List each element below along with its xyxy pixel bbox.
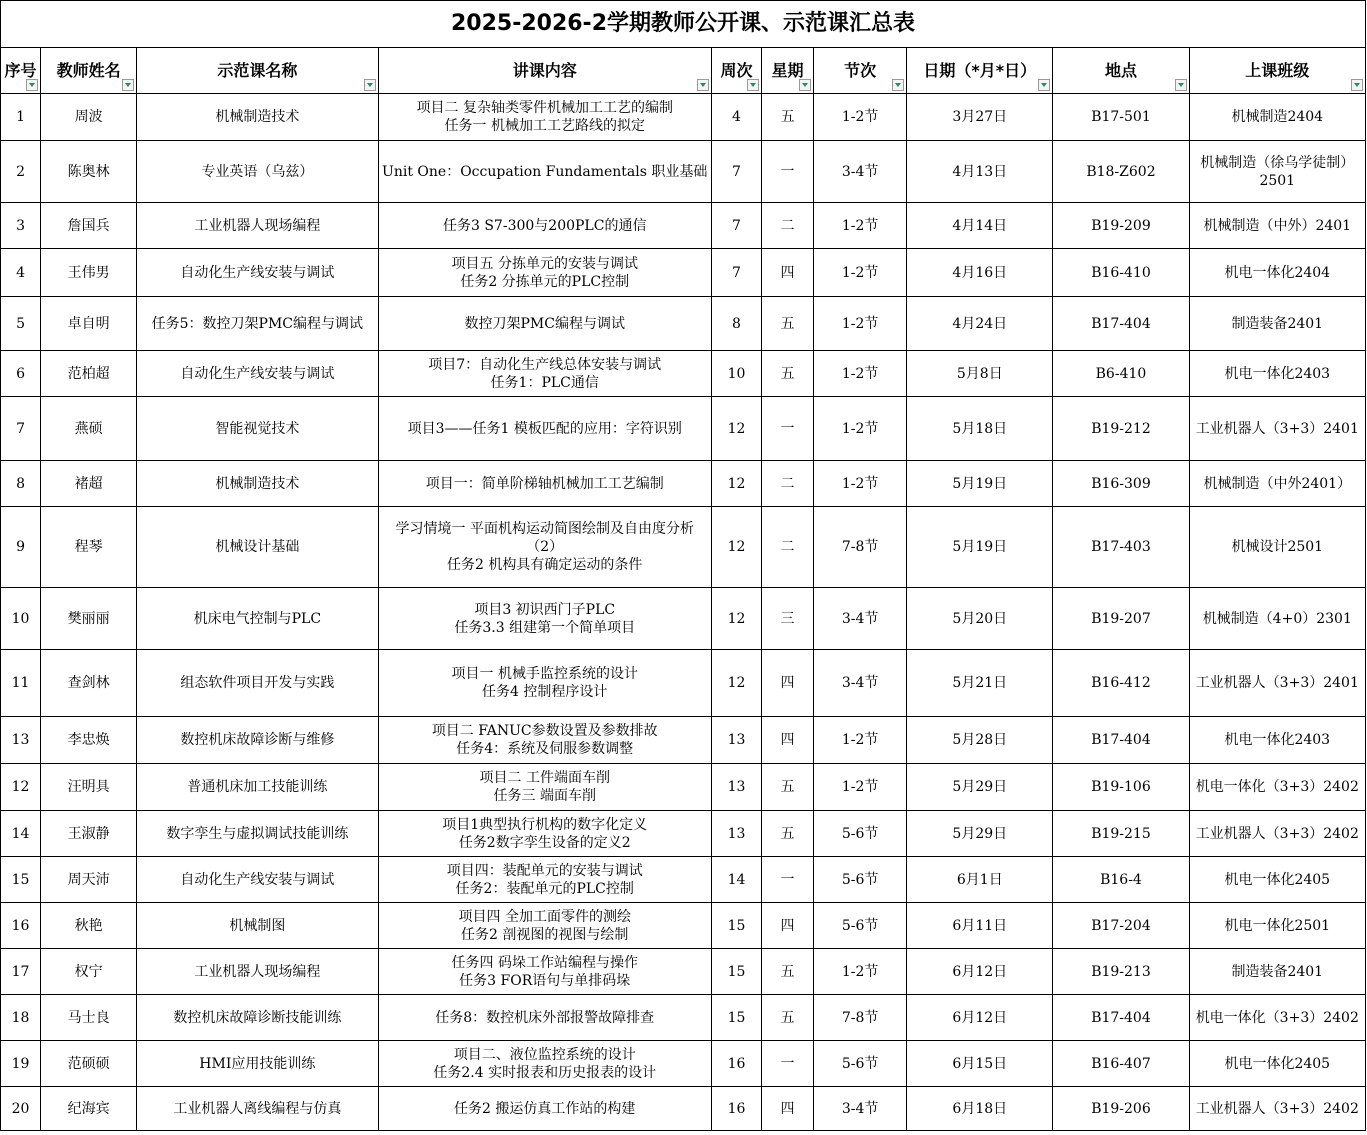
course-name[interactable]: 数控机床故障诊断技能训练 (137, 995, 378, 1041)
table-row (1, 1087, 1366, 1131)
course-name[interactable]: 机械制造技术 (137, 94, 378, 141)
weekday[interactable]: 二 (762, 461, 814, 507)
weekday[interactable]: 一 (762, 141, 814, 203)
class-name[interactable]: 机械制造（4+0）2301 (1189, 588, 1365, 650)
week-number[interactable]: 7 (711, 249, 761, 297)
sheet-title: 2025-2026-2学期教师公开课、示范课汇总表 (1, 1, 1366, 48)
class-name[interactable]: 机电一体化2403 (1189, 717, 1365, 764)
weekday[interactable]: 四 (762, 717, 814, 764)
period[interactable]: 1-2节 (814, 461, 907, 507)
header-label: 周次 (720, 60, 753, 80)
table-row (1, 461, 1366, 507)
header-content (378, 48, 711, 94)
filter-dropdown-icon[interactable] (364, 79, 376, 91)
class-name[interactable]: 机电一体化2404 (1189, 249, 1365, 297)
teacher-name[interactable]: 查剑林 (41, 650, 137, 717)
teacher-name[interactable]: 褚超 (41, 461, 137, 507)
lecture-content[interactable]: 任务四 码垛工作站编程与操作 任务3 FOR语句与单排码垛 (378, 949, 711, 995)
weekday[interactable]: 一 (762, 397, 814, 461)
lesson-date[interactable]: 5月21日 (907, 650, 1053, 717)
week-number[interactable]: 8 (711, 297, 761, 351)
lesson-date[interactable]: 6月12日 (907, 995, 1053, 1041)
course-name[interactable]: 机械设计基础 (137, 507, 378, 588)
teacher-name[interactable]: 权宁 (41, 949, 137, 995)
lesson-date[interactable]: 6月11日 (907, 903, 1053, 949)
class-name[interactable]: 机械设计2501 (1189, 507, 1365, 588)
location[interactable]: B16-412 (1053, 650, 1189, 717)
lesson-date[interactable]: 4月14日 (907, 203, 1053, 249)
table-row (1, 949, 1366, 995)
lecture-content[interactable]: 任务3 S7-300与200PLC的通信 (378, 203, 711, 249)
teacher-name[interactable]: 汪明具 (41, 764, 137, 811)
lecture-content[interactable]: 项目3——任务1 模板匹配的应用：字符识别 (378, 397, 711, 461)
filter-dropdown-icon[interactable] (1351, 79, 1363, 91)
week-number[interactable]: 13 (711, 811, 761, 857)
location[interactable]: B17-404 (1053, 717, 1189, 764)
period[interactable]: 5-6节 (814, 1041, 907, 1087)
period[interactable]: 1-2节 (814, 297, 907, 351)
teacher-name[interactable]: 范硕硕 (41, 1041, 137, 1087)
period[interactable]: 1-2节 (814, 94, 907, 141)
header-label: 节次 (844, 60, 877, 80)
header-label: 星期 (771, 60, 804, 80)
class-name[interactable]: 机电一体化2501 (1189, 903, 1365, 949)
header-label: 教师姓名 (56, 60, 121, 80)
week-number[interactable]: 13 (711, 717, 761, 764)
course-name[interactable]: 数控机床故障诊断与维修 (137, 717, 378, 764)
course-name[interactable]: HMI应用技能训练 (137, 1041, 378, 1087)
period[interactable]: 3-4节 (814, 1087, 907, 1131)
location[interactable]: B19-106 (1053, 764, 1189, 811)
row-seq[interactable]: 11 (1, 650, 41, 717)
weekday[interactable]: 二 (762, 203, 814, 249)
location[interactable]: B19-209 (1053, 203, 1189, 249)
class-name[interactable]: 机械制造（中外）2401 (1189, 203, 1365, 249)
period[interactable]: 1-2节 (814, 351, 907, 397)
teacher-name[interactable]: 李忠焕 (41, 717, 137, 764)
table-row (1, 857, 1366, 903)
class-name[interactable]: 制造装备2401 (1189, 949, 1365, 995)
period[interactable]: 1-2节 (814, 249, 907, 297)
period[interactable]: 3-4节 (814, 588, 907, 650)
location[interactable]: B16-407 (1053, 1041, 1189, 1087)
class-name[interactable]: 机械制造（中外2401） (1189, 461, 1365, 507)
row-seq[interactable]: 19 (1, 1041, 41, 1087)
lecture-content[interactable]: 任务2 搬运仿真工作站的构建 (378, 1087, 711, 1131)
table-row (1, 650, 1366, 717)
lecture-content[interactable]: 学习情境一 平面机构运动简图绘制及自由度分析（2） 任务2 机构具有确定运动的条件 (378, 507, 711, 588)
row-seq[interactable]: 2 (1, 141, 41, 203)
table-row (1, 995, 1366, 1041)
lecture-content[interactable]: 项目7：自动化生产线总体安装与调试 任务1：PLC通信 (378, 351, 711, 397)
row-seq[interactable]: 9 (1, 507, 41, 588)
lecture-content[interactable]: 项目五 分拣单元的安装与调试 任务2 分拣单元的PLC控制 (378, 249, 711, 297)
header-day (762, 48, 814, 94)
location[interactable]: B19-207 (1053, 588, 1189, 650)
table-row (1, 351, 1366, 397)
filter-dropdown-icon[interactable] (892, 79, 904, 91)
weekday[interactable]: 一 (762, 857, 814, 903)
header-label: 日期（*月*日） (923, 60, 1037, 80)
lecture-content[interactable]: 数控刀架PMC编程与调试 (378, 297, 711, 351)
row-seq[interactable]: 15 (1, 857, 41, 903)
week-number[interactable]: 7 (711, 141, 761, 203)
filter-dropdown-icon[interactable] (122, 79, 134, 91)
filter-dropdown-icon[interactable] (1038, 79, 1050, 91)
period[interactable]: 7-8节 (814, 507, 907, 588)
row-seq[interactable]: 7 (1, 397, 41, 461)
filter-dropdown-icon[interactable] (26, 79, 38, 91)
weekday[interactable]: 一 (762, 1041, 814, 1087)
row-seq[interactable]: 6 (1, 351, 41, 397)
table-row (1, 764, 1366, 811)
lesson-date[interactable]: 6月18日 (907, 1087, 1053, 1131)
teacher-name[interactable]: 秋艳 (41, 903, 137, 949)
location[interactable]: B6-410 (1053, 351, 1189, 397)
teacher-name[interactable]: 马士良 (41, 995, 137, 1041)
header-label: 上课班级 (1245, 60, 1310, 80)
table-row (1, 1041, 1366, 1087)
weekday[interactable]: 四 (762, 650, 814, 717)
course-name[interactable]: 机械制图 (137, 903, 378, 949)
location[interactable]: B17-403 (1053, 507, 1189, 588)
table-row (1, 203, 1366, 249)
course-name[interactable]: 自动化生产线安装与调试 (137, 857, 378, 903)
header-period (814, 48, 907, 94)
lecture-content[interactable]: 项目二 复杂轴类零件机械加工工艺的编制 任务一 机械加工工艺路线的拟定 (378, 94, 711, 141)
location[interactable]: B18-Z602 (1053, 141, 1189, 203)
lesson-date[interactable]: 5月28日 (907, 717, 1053, 764)
location[interactable]: B17-204 (1053, 903, 1189, 949)
lesson-date[interactable]: 5月20日 (907, 588, 1053, 650)
week-number[interactable]: 16 (711, 1041, 761, 1087)
course-name[interactable]: 组态软件项目开发与实践 (137, 650, 378, 717)
lesson-date[interactable]: 5月19日 (907, 461, 1053, 507)
lesson-date[interactable]: 6月15日 (907, 1041, 1053, 1087)
lesson-date[interactable]: 3月27日 (907, 94, 1053, 141)
week-number[interactable]: 12 (711, 397, 761, 461)
table-row (1, 507, 1366, 588)
week-number[interactable]: 7 (711, 203, 761, 249)
table-row (1, 141, 1366, 203)
header-label: 讲课内容 (512, 60, 577, 80)
table-row (1, 94, 1366, 141)
lecture-content[interactable]: 任务8：数控机床外部报警故障排查 (378, 995, 711, 1041)
weekday[interactable]: 四 (762, 249, 814, 297)
row-seq[interactable]: 14 (1, 811, 41, 857)
row-seq[interactable]: 17 (1, 949, 41, 995)
teacher-name[interactable]: 陈奥林 (41, 141, 137, 203)
period[interactable]: 7-8节 (814, 995, 907, 1041)
lecture-content[interactable]: 项目一：简单阶梯轴机械加工工艺编制 (378, 461, 711, 507)
header-week (711, 48, 761, 94)
location[interactable]: B17-501 (1053, 94, 1189, 141)
filter-dropdown-icon[interactable] (697, 79, 709, 91)
table-row (1, 397, 1366, 461)
location[interactable]: B19-212 (1053, 397, 1189, 461)
week-number[interactable]: 16 (711, 1087, 761, 1131)
table-row (1, 588, 1366, 650)
week-number[interactable]: 4 (711, 94, 761, 141)
class-name[interactable]: 工业机器人（3+3）2401 (1189, 397, 1365, 461)
weekday[interactable]: 四 (762, 903, 814, 949)
weekday[interactable]: 五 (762, 764, 814, 811)
header-seq (1, 48, 41, 94)
row-seq[interactable]: 3 (1, 203, 41, 249)
lesson-date[interactable]: 4月16日 (907, 249, 1053, 297)
lecture-content[interactable]: 项目一 机械手监控系统的设计 任务4 控制程序设计 (378, 650, 711, 717)
week-number[interactable]: 12 (711, 650, 761, 717)
lesson-date[interactable]: 5月8日 (907, 351, 1053, 397)
week-number[interactable]: 10 (711, 351, 761, 397)
row-seq[interactable]: 8 (1, 461, 41, 507)
period[interactable]: 1-2节 (814, 397, 907, 461)
week-number[interactable]: 15 (711, 949, 761, 995)
week-number[interactable]: 13 (711, 764, 761, 811)
course-name[interactable]: 工业机器人现场编程 (137, 203, 378, 249)
filter-dropdown-icon[interactable] (799, 79, 811, 91)
teacher-name[interactable]: 詹国兵 (41, 203, 137, 249)
course-name[interactable]: 任务5：数控刀架PMC编程与调试 (137, 297, 378, 351)
period[interactable]: 5-6节 (814, 857, 907, 903)
class-name[interactable]: 机械制造2404 (1189, 94, 1365, 141)
header-date (907, 48, 1053, 94)
course-name[interactable]: 自动化生产线安装与调试 (137, 351, 378, 397)
header-label: 序号 (4, 60, 37, 80)
course-name[interactable]: 智能视觉技术 (137, 397, 378, 461)
period[interactable]: 5-6节 (814, 811, 907, 857)
location[interactable]: B16-4 (1053, 857, 1189, 903)
lesson-date[interactable]: 4月13日 (907, 141, 1053, 203)
lesson-date[interactable]: 4月24日 (907, 297, 1053, 351)
class-name[interactable]: 机械制造（徐乌学徒制）2501 (1189, 141, 1365, 203)
lecture-content[interactable]: 项目3 初识西门子PLC 任务3.3 组建第一个简单项目 (378, 588, 711, 650)
course-name[interactable]: 机械制造技术 (137, 461, 378, 507)
lesson-date[interactable]: 5月29日 (907, 811, 1053, 857)
period[interactable]: 1-2节 (814, 764, 907, 811)
class-name[interactable]: 机电一体化2403 (1189, 351, 1365, 397)
period[interactable]: 3-4节 (814, 650, 907, 717)
teacher-name[interactable]: 樊丽丽 (41, 588, 137, 650)
lecture-content[interactable]: 项目二 FANUC参数设置及参数排故 任务4：系统及伺服参数调整 (378, 717, 711, 764)
location[interactable]: B17-404 (1053, 297, 1189, 351)
filter-dropdown-icon[interactable] (747, 79, 759, 91)
period[interactable]: 1-2节 (814, 717, 907, 764)
teacher-name[interactable]: 卓自明 (41, 297, 137, 351)
teacher-name[interactable]: 纪海宾 (41, 1087, 137, 1131)
class-name[interactable]: 机电一体化2405 (1189, 1041, 1365, 1087)
location[interactable]: B19-215 (1053, 811, 1189, 857)
filter-dropdown-icon[interactable] (1175, 79, 1187, 91)
class-name[interactable]: 机电一体化（3+3）2402 (1189, 764, 1365, 811)
table-row (1, 903, 1366, 949)
lecture-content[interactable]: 项目四 全加工面零件的测绘 任务2 剖视图的视图与绘制 (378, 903, 711, 949)
lecture-content[interactable]: 项目四：装配单元的安装与调试 任务2：装配单元的PLC控制 (378, 857, 711, 903)
weekday[interactable]: 三 (762, 588, 814, 650)
lecture-content[interactable]: 项目二、液位监控系统的设计 任务2.4 实时报表和历史报表的设计 (378, 1041, 711, 1087)
row-seq[interactable]: 20 (1, 1087, 41, 1131)
header-teacher (41, 48, 137, 94)
header-label: 地点 (1104, 60, 1137, 80)
course-name[interactable]: 机床电气控制与PLC (137, 588, 378, 650)
course-name[interactable]: 工业机器人离线编程与仿真 (137, 1087, 378, 1131)
table-row (1, 249, 1366, 297)
weekday[interactable]: 五 (762, 949, 814, 995)
weekday[interactable]: 五 (762, 811, 814, 857)
row-seq[interactable]: 13 (1, 717, 41, 764)
teacher-name[interactable]: 周波 (41, 94, 137, 141)
week-number[interactable]: 12 (711, 507, 761, 588)
lesson-date[interactable]: 5月19日 (907, 507, 1053, 588)
week-number[interactable]: 12 (711, 588, 761, 650)
lesson-date[interactable]: 6月1日 (907, 857, 1053, 903)
course-name[interactable]: 数字孪生与虚拟调试技能训练 (137, 811, 378, 857)
period[interactable]: 5-6节 (814, 903, 907, 949)
class-name[interactable]: 机电一体化2405 (1189, 857, 1365, 903)
weekday[interactable]: 五 (762, 297, 814, 351)
table-row (1, 297, 1366, 351)
row-seq[interactable]: 4 (1, 249, 41, 297)
lesson-date[interactable]: 5月18日 (907, 397, 1053, 461)
period[interactable]: 3-4节 (814, 141, 907, 203)
class-name[interactable]: 机电一体化（3+3）2402 (1189, 995, 1365, 1041)
location[interactable]: B16-410 (1053, 249, 1189, 297)
header-class (1189, 48, 1365, 94)
table-row (1, 811, 1366, 857)
weekday[interactable]: 四 (762, 1087, 814, 1131)
week-number[interactable]: 12 (711, 461, 761, 507)
teacher-name[interactable]: 程琴 (41, 507, 137, 588)
location[interactable]: B16-309 (1053, 461, 1189, 507)
header-label: 示范课名称 (217, 60, 298, 80)
row-seq[interactable]: 18 (1, 995, 41, 1041)
teacher-name[interactable]: 周天沛 (41, 857, 137, 903)
teacher-name[interactable]: 范柏超 (41, 351, 137, 397)
class-name[interactable]: 工业机器人（3+3）2402 (1189, 811, 1365, 857)
location[interactable]: B17-404 (1053, 995, 1189, 1041)
lecture-content[interactable]: 项目二 工件端面车削 任务三 端面车削 (378, 764, 711, 811)
teacher-name[interactable]: 燕硕 (41, 397, 137, 461)
row-seq[interactable]: 10 (1, 588, 41, 650)
course-name[interactable]: 专业英语（乌兹） (137, 141, 378, 203)
course-name[interactable]: 工业机器人现场编程 (137, 949, 378, 995)
week-number[interactable]: 14 (711, 857, 761, 903)
course-name[interactable]: 自动化生产线安装与调试 (137, 249, 378, 297)
week-number[interactable]: 15 (711, 903, 761, 949)
teacher-name[interactable]: 王伟男 (41, 249, 137, 297)
row-seq[interactable]: 16 (1, 903, 41, 949)
period[interactable]: 1-2节 (814, 203, 907, 249)
row-seq[interactable]: 1 (1, 94, 41, 141)
teacher-name[interactable]: 王淑静 (41, 811, 137, 857)
weekday[interactable]: 二 (762, 507, 814, 588)
lecture-content[interactable]: Unit One：Occupation Fundamentals 职业基础 (378, 141, 711, 203)
weekday[interactable]: 五 (762, 351, 814, 397)
header-course (137, 48, 378, 94)
lesson-date[interactable]: 5月29日 (907, 764, 1053, 811)
week-number[interactable]: 15 (711, 995, 761, 1041)
location[interactable]: B19-206 (1053, 1087, 1189, 1131)
period[interactable]: 1-2节 (814, 949, 907, 995)
course-name[interactable]: 普通机床加工技能训练 (137, 764, 378, 811)
class-name[interactable]: 工业机器人（3+3）2402 (1189, 1087, 1365, 1131)
class-name[interactable]: 工业机器人（3+3）2401 (1189, 650, 1365, 717)
table-row (1, 717, 1366, 764)
weekday[interactable]: 五 (762, 995, 814, 1041)
header-place (1053, 48, 1189, 94)
row-seq[interactable]: 5 (1, 297, 41, 351)
weekday[interactable]: 五 (762, 94, 814, 141)
class-name[interactable]: 制造装备2401 (1189, 297, 1365, 351)
location[interactable]: B19-213 (1053, 949, 1189, 995)
lesson-date[interactable]: 6月12日 (907, 949, 1053, 995)
lecture-content[interactable]: 项目1典型执行机构的数字化定义 任务2数字孪生设备的定义2 (378, 811, 711, 857)
row-seq[interactable]: 12 (1, 764, 41, 811)
